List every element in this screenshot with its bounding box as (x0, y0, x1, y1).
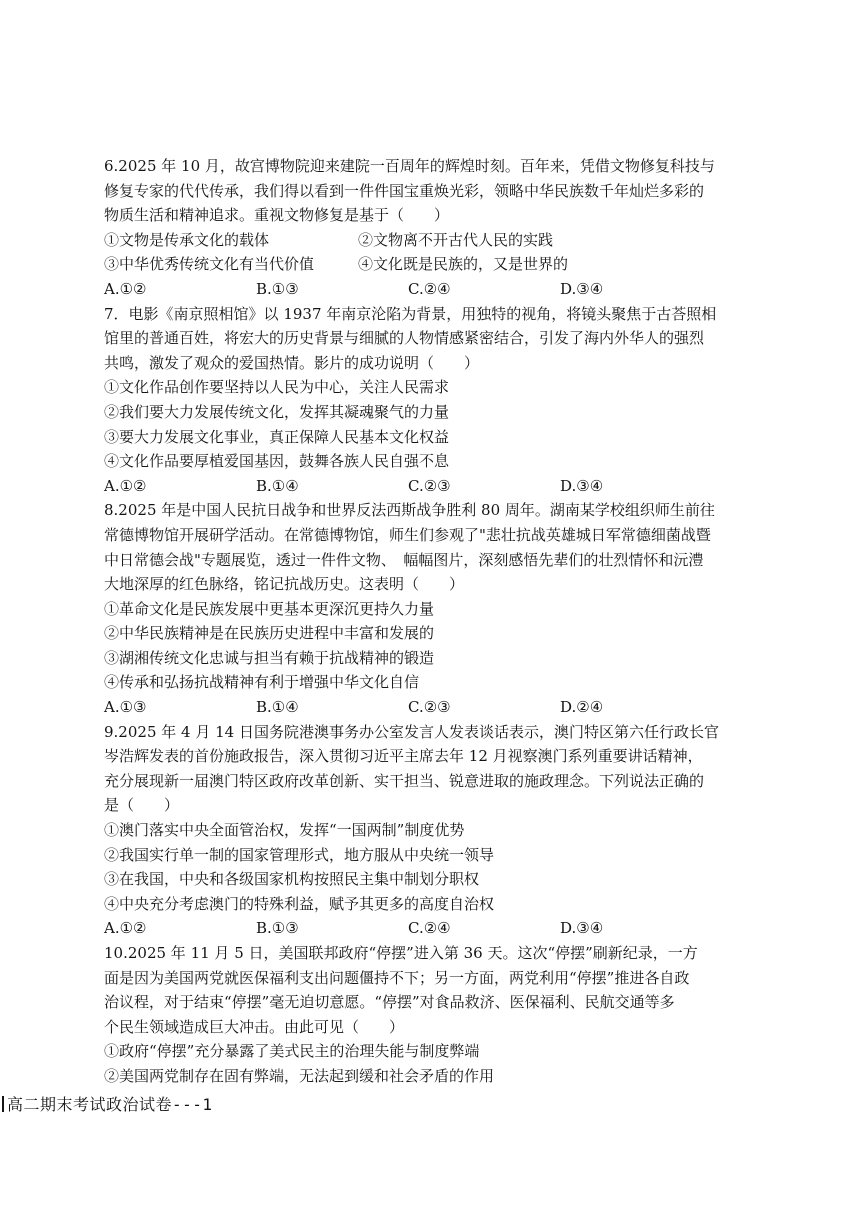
question-8-stem-line-4: 大地深厚的红色脉络，铭记抗战历史。这表明（ ） (104, 575, 465, 594)
question-7-choice-c: C.②③ (408, 476, 451, 495)
question-10-option-1: ①政府“停摆”充分暴露了美式民主的治理失能与制度弊端 (104, 1042, 480, 1061)
question-6-choice-c: C.②④ (408, 279, 451, 298)
question-10-stem-line-2: 面是因为美国两党就医保福利支出问题僵持不下；另一方面，两党利用“停摆”推进各自政 (104, 968, 690, 987)
question-8-stem-line-3: 中日常德会战"专题展览，透过一件件文物、 幅幅图片，深刻感悟先辈们的壮烈情怀和沅澧 (104, 550, 704, 569)
question-8-option-3: ③湖湘传统文化忠诚与担当有赖于抗战精神的锻造 (104, 648, 435, 667)
question-7-option-1: ①文化作品创作要坚持以人民为中心，关注人民需求 (104, 378, 450, 397)
question-7-choices (104, 474, 754, 499)
question-9-option-1: ①澳门落实中央全面管治权，发挥“一国两制”制度优势 (104, 821, 465, 840)
question-8-choice-d: D.②④ (560, 698, 604, 717)
question-9-stem-line-4: 是（ ） (104, 796, 180, 815)
question-9-choice-c: C.②④ (408, 919, 451, 938)
question-9-option-2: ②我国实行单一制的国家管理形式，地方服从中央统一领导 (104, 845, 495, 864)
question-8-stem-line-1: 8.2025 年是中国人民抗日战争和世界反法西斯战争胜利 80 周年。湖南某学校组织师生前往 (104, 501, 715, 520)
question-6-choices (104, 277, 754, 302)
question-10-stem-line-4: 个民生领域造成巨大冲击。由此可见（ ） (104, 1017, 405, 1036)
question-9-choices (104, 916, 754, 941)
question-7-stem-line-3: 共鸣，激发了观众的爱国热情。影片的成功说明（ ） (104, 353, 480, 372)
question-6-stem-line-2: 修复专家的代代传承，我们得以看到一件件国宝重焕光彩，领略中华民族数千年灿烂多彩的 (104, 181, 705, 200)
question-8-choice-a: A.①③ (104, 698, 147, 717)
question-9-choice-a: A.①② (104, 919, 147, 938)
question-6 (104, 154, 754, 302)
question-7-option-4: ④文化作品要厚植爱国基因，鼓舞各族人民自强不息 (104, 452, 450, 471)
question-9-choice-d: D.③④ (560, 919, 604, 938)
question-10-option-2: ②美国两党制存在固有弊端，无法起到缓和社会矛盾的作用 (104, 1066, 495, 1085)
question-9-choice-b: B.①③ (256, 919, 299, 938)
question-7-choice-d: D.③④ (560, 476, 604, 495)
question-6-choice-b: B.①③ (256, 279, 299, 298)
question-8-option-2: ②中华民族精神是在民族历史进程中丰富和发展的 (104, 624, 435, 643)
footer-margin-bar (2, 1096, 4, 1112)
page-footer (2, 1092, 213, 1115)
exam-page-body (104, 154, 754, 1089)
question-9 (104, 720, 754, 941)
question-6-options-row-1 (104, 228, 754, 253)
question-8-choice-b: B.①④ (256, 698, 299, 717)
question-6-option-1: ①文物是传承文化的载体 (104, 230, 270, 249)
question-8-choice-c: C.②③ (408, 698, 451, 717)
question-9-option-3: ③在我国，中央和各级国家机构按照民主集中制划分职权 (104, 870, 480, 889)
question-10-stem-line-3: 治议程，对于结束“停摆”毫无迫切意愿。“停摆”对食品救济、医保福利、民航交通等多 (104, 993, 675, 1012)
question-6-choice-a: A.①② (104, 279, 147, 298)
question-7-stem-line-1: 7．电影《南京照相馆》以 1937 年南京沦陷为背景，用独特的视角，将镜头聚焦于古荅照相 (104, 304, 717, 323)
question-9-option-4: ④中央充分考虑澳门的特殊利益，赋予其更多的高度自治权 (104, 894, 495, 913)
question-8-choices (104, 695, 754, 720)
question-8 (104, 498, 754, 719)
question-6-option-4: ④文化既是民族的，又是世界的 (358, 255, 569, 274)
question-6-stem-line-3: 物质生活和精神追求。重视文物修复是基于（ ） (104, 206, 450, 225)
question-8-option-1: ①革命文化是民族发展中更基本更深沉更持久力量 (104, 599, 435, 618)
question-6-option-3: ③中华优秀传统文化有当代价值 (104, 255, 315, 274)
question-6-options-row-2 (104, 252, 754, 277)
question-9-stem-line-2: 岑浩辉发表的首份施政报告，深入贯彻习近平主席去年 12 月视察澳门系列重要讲话精神， (104, 747, 703, 766)
question-8-stem-line-2: 常德博物馆开展研学活动。在常德博物馆，师生们参观了"悲壮抗战英雄城日军常德细菌战暨 (104, 525, 711, 544)
question-7-choice-b: B.①④ (256, 476, 299, 495)
question-7-stem-line-2: 馆里的普通百姓，将宏大的历史背景与细腻的人物情感紧密结合，引发了海内外华人的强烈 (104, 329, 705, 348)
question-6-choice-d: D.③④ (560, 279, 604, 298)
question-7 (104, 302, 754, 499)
question-7-option-3: ③要大力发展文化事业，真正保障人民基本文化权益 (104, 427, 450, 446)
question-10-stem-line-1: 10.2025 年 11 月 5 日，美国联邦政府“停摆”进入第 36 天。这次“停摆”刷新纪录，一方 (104, 944, 698, 962)
question-7-choice-a: A.①② (104, 476, 147, 495)
question-6-option-2: ②文物离不开古代人民的实践 (358, 230, 554, 249)
question-9-stem-line-3: 充分展现新一届澳门特区政府改革创新、实干担当、锐意进取的施政理念。下列说法正确的 (104, 771, 705, 790)
question-7-option-2: ②我们要大力发展传统文化，发挥其凝魂聚气的力量 (104, 402, 450, 421)
question-10 (104, 941, 754, 1089)
question-8-option-4: ④传承和弘扬抗战精神有利于增强中华文化自信 (104, 673, 420, 692)
question-9-stem-line-1: 9.2025 年 4 月 14 日国务院港澳事务办公室发言人发表谈话表示，澳门特区第六任行政长官 (104, 722, 719, 741)
question-6-stem-line-1: 6.2025 年 10 月，故宫博物院迎来建院一百周年的辉煌时刻。百年来，凭借文物修复科技与 (104, 157, 715, 175)
footer-text: 高二期末考试政治试卷---1 (7, 1095, 213, 1114)
